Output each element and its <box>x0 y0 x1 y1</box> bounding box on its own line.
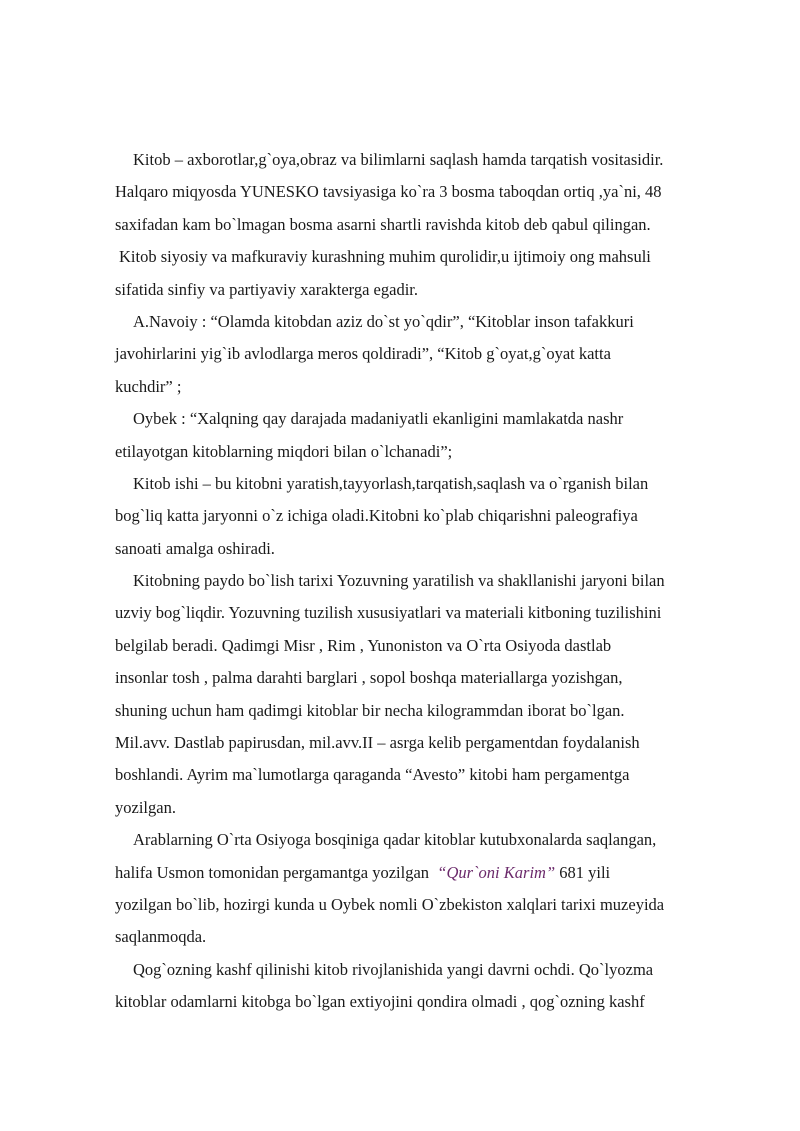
text-line: Kitob ishi – bu kitobni yaratish,tayyorlash,tarqatish,saqlash va o`rganish bilan <box>133 473 649 493</box>
text-line: bog`liq katta jaryonni o`z ichiga oladi.Kitobni ko`plab chiqarishni paleografiya <box>115 506 638 526</box>
text-line: Oybek : “Xalqning qay darajada madaniyatli ekanligini mamlakatda nashr <box>133 409 624 429</box>
text-line: Arablarning O`rta Osiyoga bosqiniga qadar kitoblar kutubxonalarda saqlangan, <box>133 830 657 850</box>
text-line: insonlar tosh , palma darahti barglari , sopol boshqa materiallarga yozishgan, <box>115 668 623 688</box>
text-line: shuning uchun ham qadimgi kitoblar bir necha kilogrammdan iborat bo`lgan. <box>115 700 625 720</box>
quran-title-highlight: “Qur`oni Karim” <box>437 862 556 882</box>
text-line: uzviy bog`liqdir. Yozuvning tuzilish xususiyatlari va materiali kitboning tuzilishini <box>115 603 662 623</box>
text-line: yozilgan bo`lib, hozirgi kunda u Oybek nomli O`zbekiston xalqlari tarixi muzeyida <box>115 894 665 914</box>
text-line: saxifadan kam bo`lmagan bosma asarni shartli ravishda kitob deb qabul qilingan. <box>115 214 651 234</box>
text-line-mixed <box>115 857 747 889</box>
text-line: Halqaro miqyosda YUNESKO tavsiyasiga ko`ra 3 bosma taboqdan ortiq ,ya`ni, 48 <box>115 182 662 202</box>
text-line: saqlanmoqda. <box>115 927 207 947</box>
text-line: A.Navoiy : “Olamda kitobdan aziz do`st yo`qdir”, “Kitoblar inson tafakkuri <box>133 311 634 331</box>
text-segment: 681 yili <box>559 862 611 882</box>
text-line: kitoblar odamlarni kitobga bo`lgan extiyojini qondira olmadi , qog`ozning kashf <box>115 992 645 1012</box>
text-line: etilayotgan kitoblarning miqdori bilan o`lchanadi”; <box>115 441 453 461</box>
document-body <box>115 144 747 1019</box>
text-line: Kitob – axborotlar,g`oya,obraz va bilimlarni saqlash hamda tarqatish vositasidir. <box>133 150 664 169</box>
text-line: Qog`ozning kashf qilinishi kitob rivojlanishida yangi davrni ochdi. Qo`lyozma <box>133 959 654 979</box>
text-line: Kitobning paydo bo`lish tarixi Yozuvning yaratilish va shakllanishi jaryoni bilan <box>133 571 665 591</box>
text-line: javohirlarini yig`ib avlodlarga meros qoldiradi”, “Kitob g`oyat,g`oyat katta <box>115 344 611 364</box>
text-line: boshlandi. Ayrim ma`lumotlarga qaraganda “Avesto” kitobi ham pergamentga <box>115 765 630 785</box>
text-line: kuchdir” ; <box>115 376 182 396</box>
text-segment: halifa Usmon tomonidan pergamantga yozilgan <box>115 862 430 882</box>
text-line: sifatida sinfiy va partiyaviy xarakterga egadir. <box>115 279 419 299</box>
text-line: Kitob siyosiy va mafkuraviy kurashning muhim qurolidir,u ijtimoiy ong mahsuli <box>119 247 651 267</box>
text-line: sanoati amalga oshiradi. <box>115 538 275 558</box>
text-line: yozilgan. <box>115 797 176 817</box>
text-line: Mil.avv. Dastlab papirusdan, mil.avv.II – asrga kelib pergamentdan foydalanish <box>115 733 640 753</box>
text-line: belgilab beradi. Qadimgi Misr , Rim , Yunoniston va O`rta Osiyoda dastlab <box>115 635 612 655</box>
